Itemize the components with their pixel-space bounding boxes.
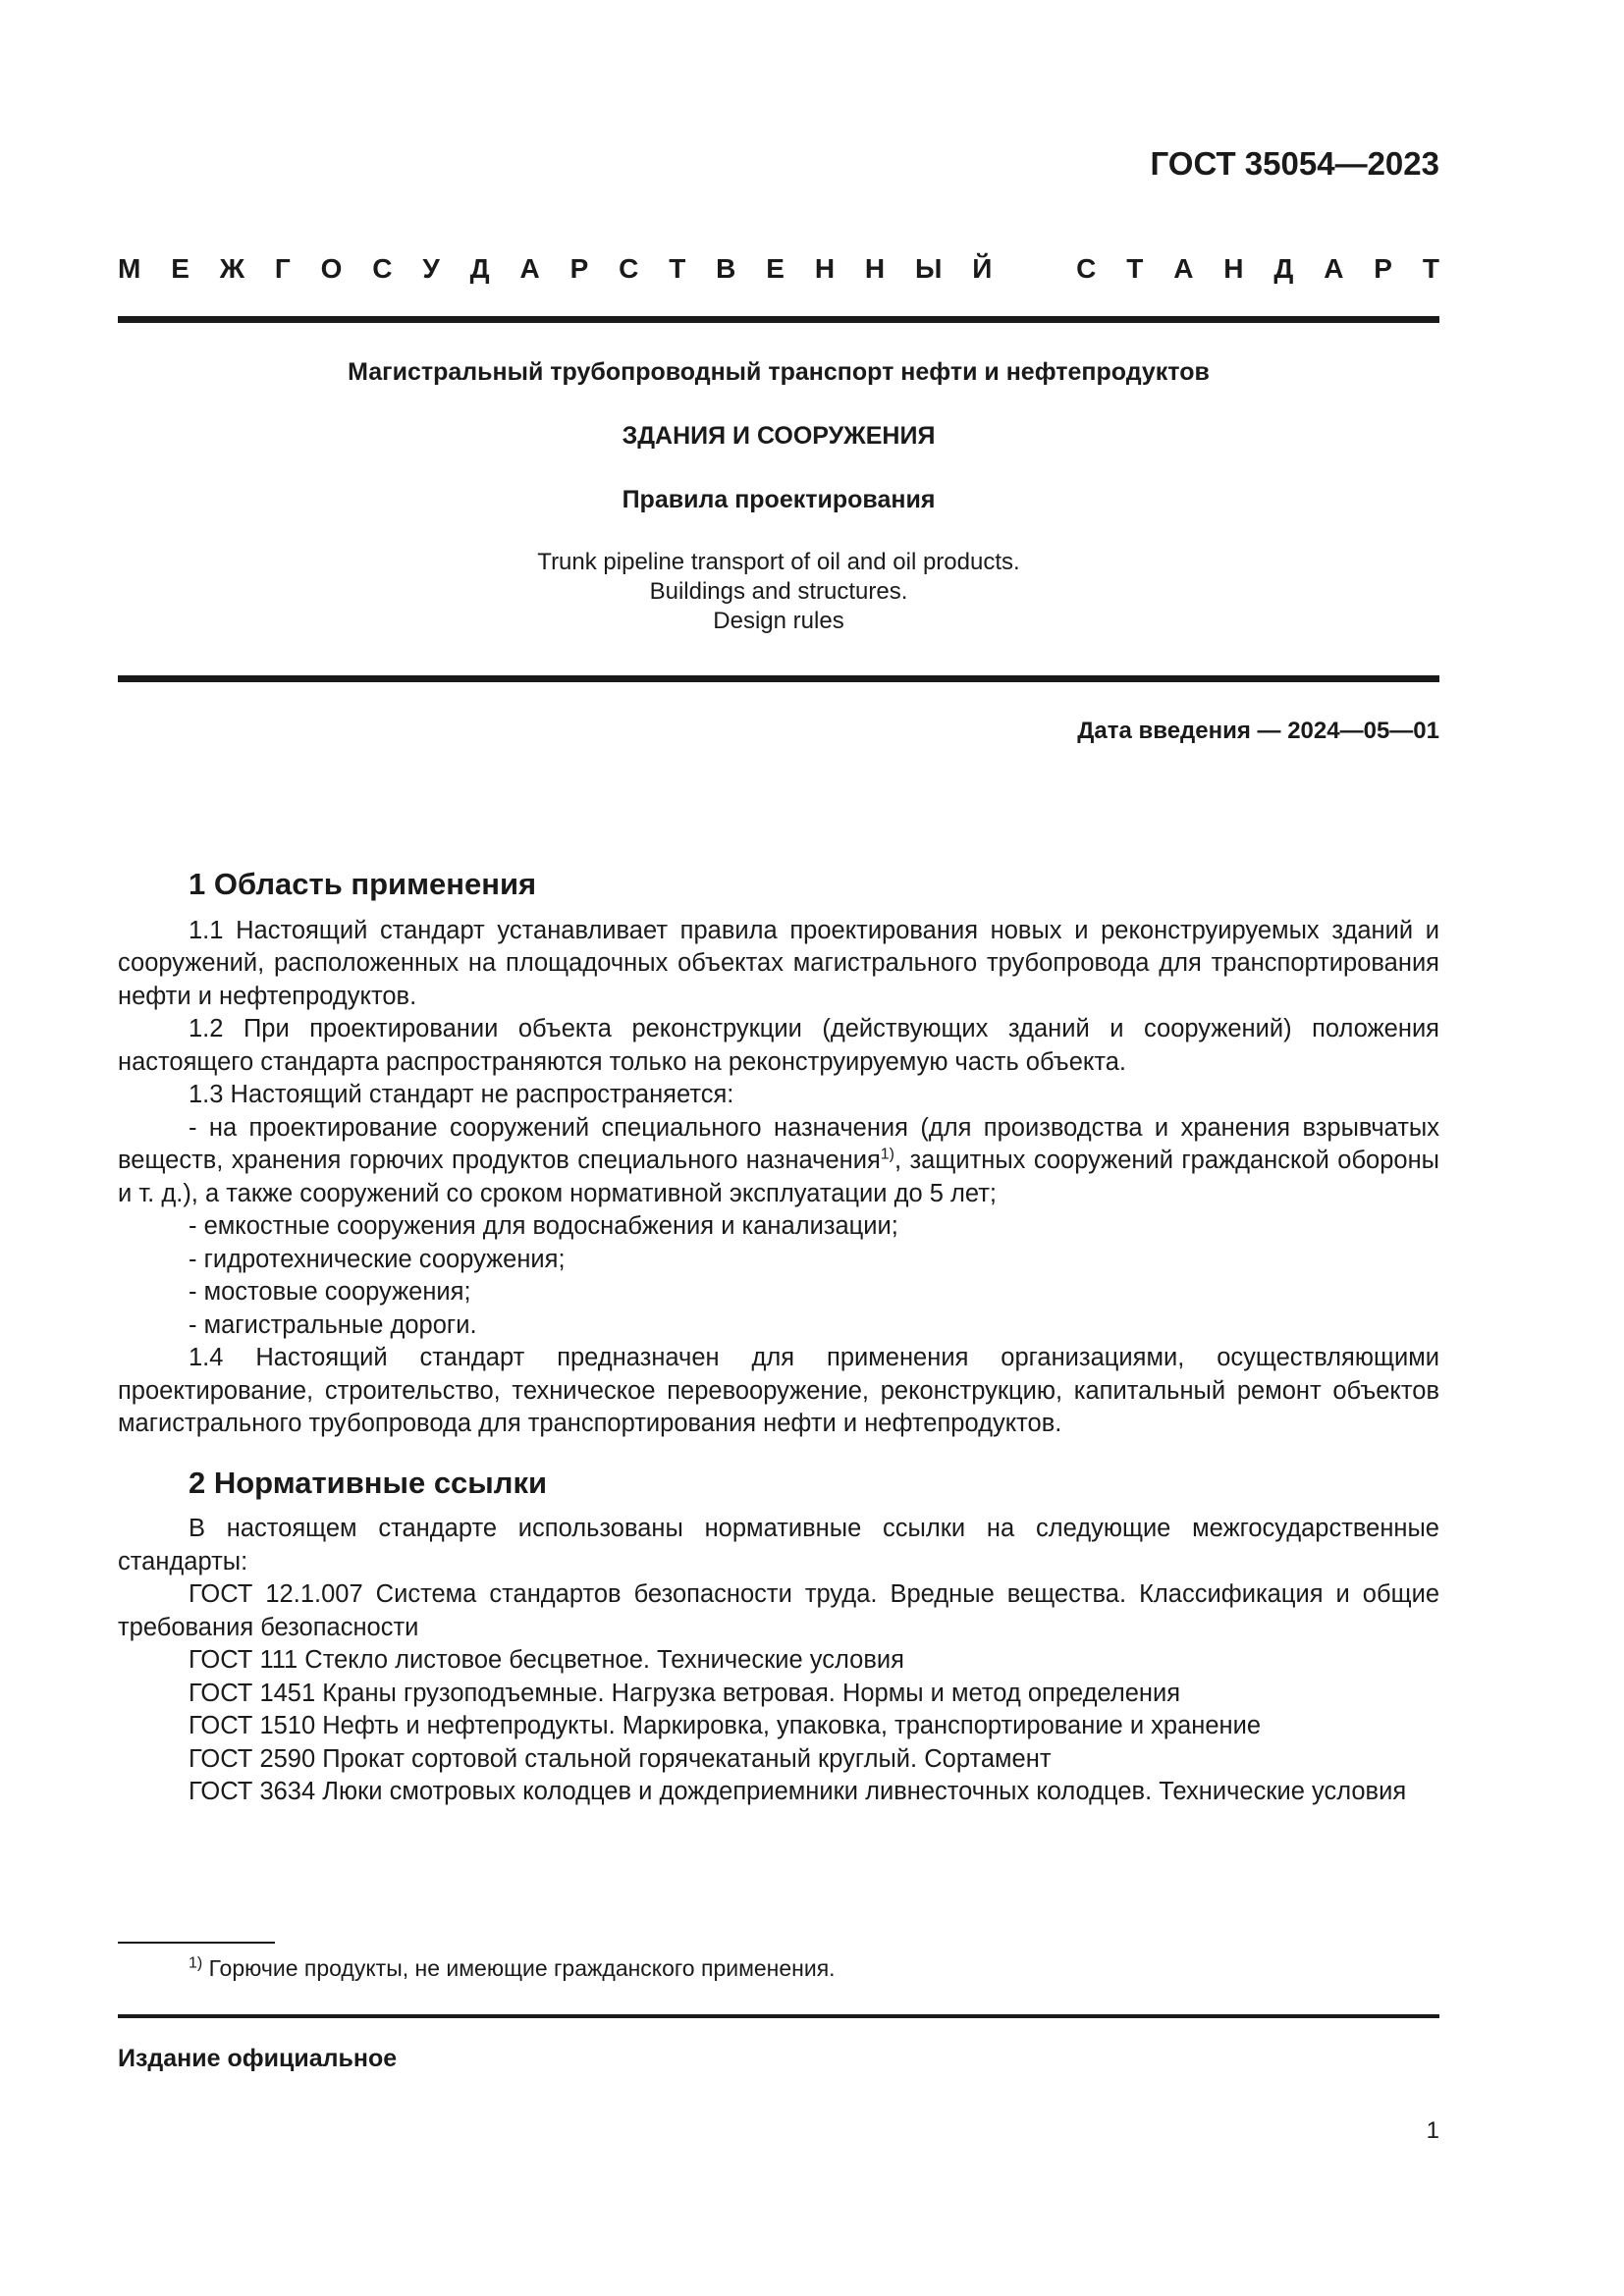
- title-russian-line-1: Магистральный трубопроводный транспорт нефти и нефтепродуктов: [348, 358, 1210, 386]
- list-item: - магистральные дороги.: [189, 1310, 477, 1339]
- footnote-mark: 1): [189, 1954, 203, 1972]
- title-english-line-3: Design rules: [713, 608, 844, 634]
- header-rule: [118, 316, 1439, 323]
- section-2-heading: 2 Нормативные ссылки: [189, 1465, 548, 1500]
- heading-letter: Н: [864, 253, 886, 284]
- normative-reference: ГОСТ 12.1.007 Система стандартов безопасности труда. Вредные вещества. Классификация и общие требования безопасности: [118, 1580, 1439, 1641]
- official-edition-label: Издание официальное: [118, 2045, 398, 2072]
- normative-reference: ГОСТ 2590 Прокат сортовой стальной горячекатаный круглый. Сортамент: [189, 1744, 1052, 1773]
- list-item: - гидротехнические сооружения;: [189, 1245, 566, 1273]
- heading-letter-gap: [1022, 253, 1046, 285]
- heading-letter: Н: [814, 253, 836, 284]
- page-number: 1: [1426, 2117, 1439, 2144]
- list-item: - емкостные сооружения для водоснабжения и канализации;: [189, 1212, 898, 1240]
- heading-letter: Р: [1374, 253, 1392, 284]
- heading-letter: А: [1324, 253, 1344, 284]
- heading-letter: Е: [171, 253, 189, 284]
- heading-letter: С: [619, 253, 639, 284]
- heading-letter: С: [372, 253, 393, 284]
- heading-letter: Т: [1422, 253, 1439, 284]
- title-english-line-1: Trunk pipeline transport of oil and oil products.: [537, 549, 1020, 575]
- footnote: [189, 1955, 836, 1982]
- footnote-separator: [118, 1942, 275, 1944]
- section-2-intro: В настоящем стандарте использованы нормативные ссылки на следующие межгосударственные стандарты:: [118, 1515, 1439, 1575]
- paragraph-1-3: 1.3 Настоящий стандарт не распространяется:: [189, 1081, 734, 1108]
- introduction-date: Дата введения — 2024—05—01: [1077, 718, 1439, 744]
- title-russian-line-3: Правила проектирования: [622, 486, 936, 513]
- title-english: [118, 548, 1439, 636]
- heading-letter: Е: [766, 253, 785, 284]
- heading-letter: Ы: [915, 253, 943, 284]
- section-1: [118, 868, 1439, 1809]
- normative-reference: ГОСТ 1510 Нефть и нефтепродукты. Маркировка, упаковка, транспортирование и хранение: [189, 1712, 1262, 1739]
- heading-letter: С: [1076, 253, 1097, 284]
- title-english-line-2: Buildings and structures.: [649, 578, 908, 605]
- heading-letter: Т: [669, 253, 686, 284]
- heading-letter: В: [716, 253, 736, 284]
- list-item: - мостовые сооружения;: [189, 1278, 471, 1306]
- document-number: ГОСТ 35054—2023: [1150, 145, 1439, 182]
- normative-reference: ГОСТ 111 Стекло листовое бесцветное. Технические условия: [189, 1646, 904, 1674]
- heading-letter: М: [118, 253, 141, 284]
- title-rule: [118, 675, 1439, 682]
- normative-reference: ГОСТ 1451 Краны грузоподъемные. Нагрузка ветровая. Нормы и метод определения: [189, 1679, 1181, 1707]
- normative-reference: ГОСТ 3634 Люки смотровых колодцев и дождеприемники ливнесточных колодцев. Технические условия: [189, 1778, 1407, 1805]
- paragraph-1-2: 1.2 При проектировании объекта реконструкции (действующих зданий и сооружений) положения настоящего стандарта распространяются только на реконструируемую часть объекта.: [118, 1015, 1439, 1076]
- heading-letter: О: [320, 253, 343, 284]
- paragraph-1-4: 1.4 Настоящий стандарт предназначен для применения организациями, осуществляющими проектирование, строительство, техническое перевооружение, реконструкцию, капитальный ремонт объектов магистрального трубопровода для транспортирования нефти и нефтепродуктов.: [118, 1344, 1439, 1437]
- heading-letter: А: [519, 253, 540, 284]
- footnote-text: Горючие продукты, не имеющие гражданского применения.: [208, 1955, 836, 1981]
- heading-letter: Р: [569, 253, 589, 284]
- heading-letter: У: [422, 253, 440, 284]
- interstate-standard-heading: [118, 253, 1439, 285]
- heading-letter: Д: [469, 253, 490, 284]
- heading-letter: Й: [972, 253, 993, 284]
- heading-letter: Т: [1126, 253, 1144, 284]
- heading-letter: Ж: [219, 253, 245, 284]
- heading-letter: А: [1173, 253, 1194, 284]
- list-item: - на проектирование сооружений специального назначения (для производства и хранения взрывчатых веществ, хранения горючих продуктов специального назначения$^{1)}$, защитных сооружений гражданской обороны и т. д.), а также сооружений со сроком нормативной эксплуатации до 5 лет;: [118, 1113, 1440, 1207]
- heading-letter: Г: [274, 253, 291, 284]
- heading-letter: Д: [1273, 253, 1294, 284]
- section-1-heading: 1 Область применения: [189, 867, 537, 901]
- paragraph-1-1: 1.1 Настоящий стандарт устанавливает правила проектирования новых и реконструируемых зданий и сооружений, расположенных на площадочных объектах магистрального трубопровода для транспортирования нефти и нефтепродуктов.: [118, 916, 1439, 1010]
- footnote-reference[interactable]: 1): [880, 1146, 894, 1163]
- title-russian-line-2: ЗДАНИЯ И СООРУЖЕНИЯ: [622, 422, 936, 450]
- footer-rule: [118, 2014, 1439, 2018]
- heading-letter: Н: [1223, 253, 1244, 284]
